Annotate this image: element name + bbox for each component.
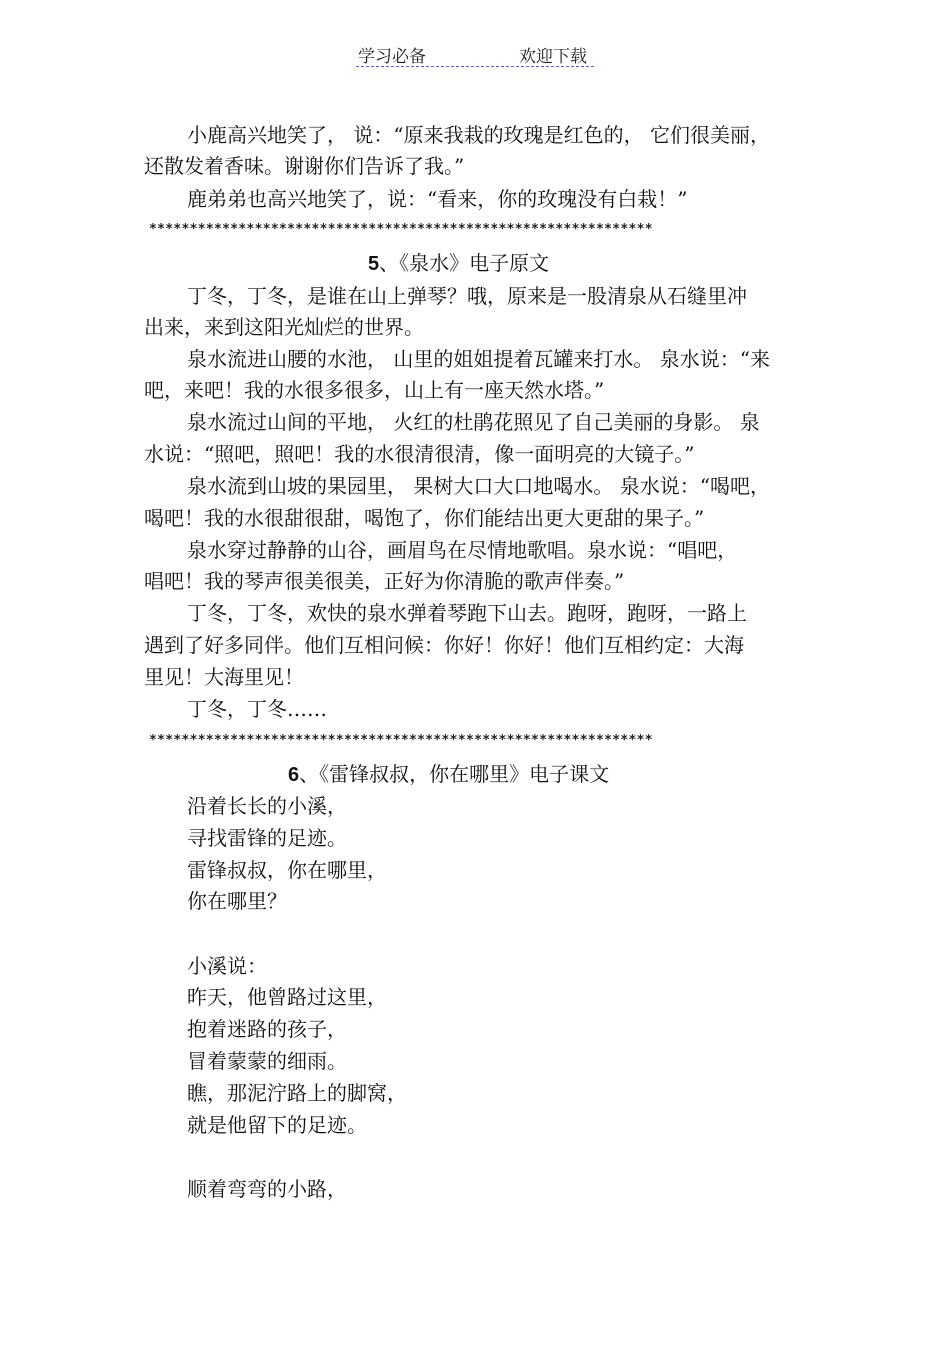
section-number: 6 bbox=[288, 764, 300, 786]
paragraph-line: 出来，来到这阳光灿烂的世界。 bbox=[144, 315, 424, 339]
poem-line: 昨天，他曾路过这里， bbox=[187, 985, 387, 1009]
separator-line: ************************************************************** bbox=[149, 222, 653, 237]
paragraph-line: 泉水流到山坡的果园里， 果树大口大口地喝水。 泉水说：“喝吧， bbox=[187, 474, 770, 498]
paragraph-line: 泉水流过山间的平地， 火红的杜鹃花照见了自己美丽的身影。 泉 bbox=[187, 410, 760, 434]
section-title-text: 、《雷锋叔叔，你在哪里》电子课文 bbox=[299, 762, 610, 786]
section-number: 5 bbox=[368, 253, 380, 275]
paragraph-line: 丁冬，丁冬…… bbox=[187, 697, 327, 721]
section-title bbox=[368, 248, 549, 279]
paragraph-line: 泉水流进山腰的水池， 山里的姐姐提着瓦罐来打水。 泉水说：“来 bbox=[187, 347, 770, 371]
section-title-text: 、《泉水》电子原文 bbox=[379, 251, 550, 275]
poem-line: 抱着迷路的孩子， bbox=[187, 1017, 347, 1041]
paragraph-line: 喝吧！我的水很甜很甜，喝饱了，你们能结出更大更甜的果子。” bbox=[144, 506, 705, 530]
poem-line: 冒着蒙蒙的细雨。 bbox=[187, 1049, 347, 1073]
paragraph-line: 唱吧！我的琴声很美很美，正好为你清脆的歌声伴奏。” bbox=[144, 569, 625, 593]
paragraph-line: 还散发着香味。谢谢你们告诉了我。” bbox=[144, 154, 465, 178]
poem-line: 顺着弯弯的小路， bbox=[187, 1177, 347, 1201]
poem-line: 雷锋叔叔，你在哪里， bbox=[187, 858, 387, 882]
poem-line: 你在哪里？ bbox=[187, 889, 287, 913]
paragraph-line: 丁冬，丁冬，是谁在山上弹琴？哦，原来是一股清泉从石缝里冲 bbox=[187, 284, 747, 308]
poem-line: 寻找雷锋的足迹。 bbox=[187, 826, 347, 850]
page-header bbox=[356, 40, 594, 67]
paragraph-line: 遇到了好多同伴。他们互相问候：你好！你好！他们互相约定：大海 bbox=[144, 633, 744, 657]
paragraph-line: 丁冬，丁冬，欢快的泉水弹着琴跑下山去。跑呀，跑呀，一路上 bbox=[187, 601, 747, 625]
poem-line: 瞧，那泥泞路上的脚窝， bbox=[187, 1081, 407, 1105]
poem-line: 沿着长长的小溪， bbox=[187, 794, 347, 818]
paragraph-line: 吧，来吧！我的水很多很多，山上有一座天然水塔。” bbox=[144, 378, 605, 402]
poem-line: 就是他留下的足迹。 bbox=[187, 1113, 367, 1137]
header-right-text: 欢迎下载 bbox=[519, 47, 587, 67]
paragraph-line: 小鹿高兴地笑了， 说：“原来我栽的玫瑰是红色的， 它们很美丽， bbox=[187, 123, 770, 147]
separator-line: ************************************************************** bbox=[149, 733, 653, 748]
poem-line: 小溪说： bbox=[187, 954, 267, 978]
paragraph-line: 水说：“照吧，照吧！我的水很清很清，像一面明亮的大镜子。” bbox=[144, 442, 695, 466]
header-left-text: 学习必备 bbox=[358, 47, 426, 67]
section-title bbox=[288, 759, 609, 790]
paragraph-line: 泉水穿过静静的山谷，画眉鸟在尽情地歌唱。泉水说：“唱吧， bbox=[187, 538, 738, 562]
paragraph-line: 鹿弟弟也高兴地笑了，说：“看来，你的玫瑰没有白栽！” bbox=[187, 187, 688, 211]
paragraph-line: 里见！大海里见！ bbox=[144, 665, 304, 689]
